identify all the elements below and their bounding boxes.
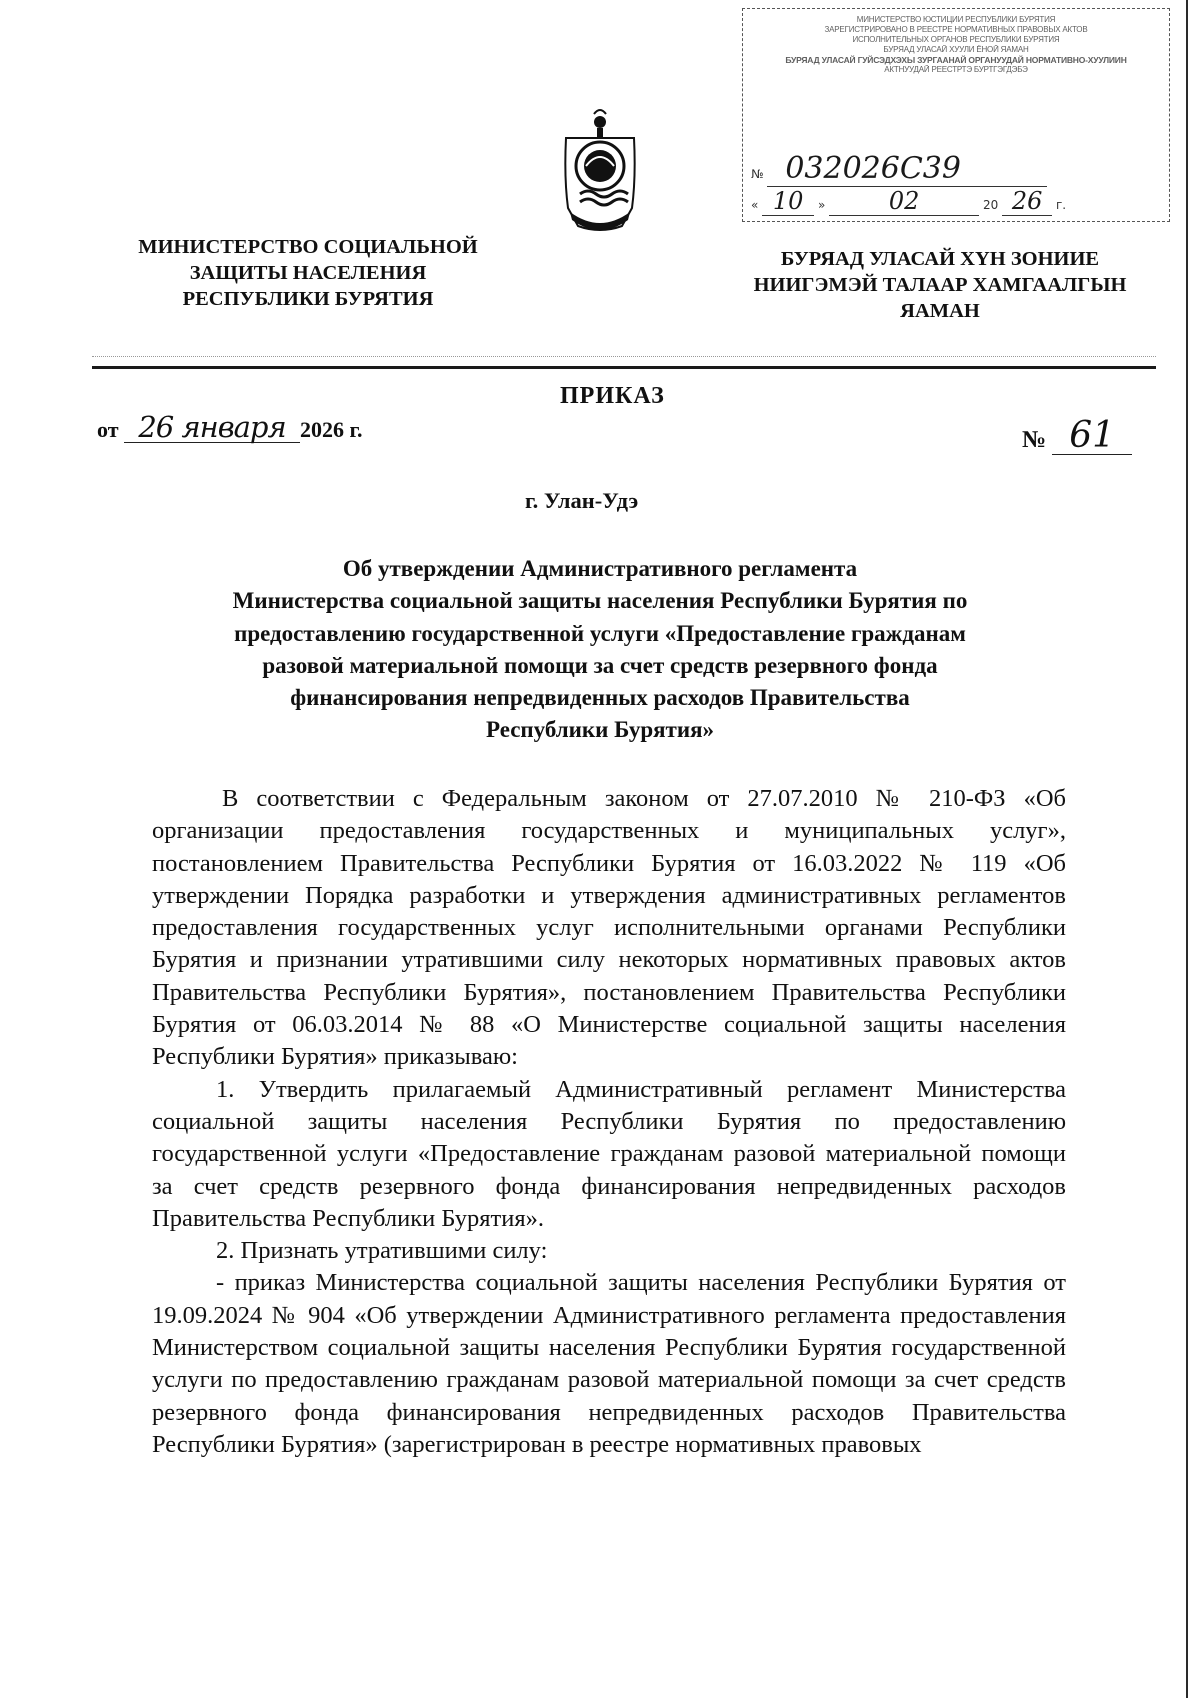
order-title: ПРИКАЗ xyxy=(560,383,665,409)
title-line: Министерства социальной защиты населения Республики Бурятия по xyxy=(232,588,968,614)
preamble-paragraph: В соответствии с Федеральным законом от 27.07.2010 № 210-ФЗ «Об организации предоставления государственных и муниципальных услуг», постановлением Правительства Республики Бурятия от 16.03.2022 № 119 «Об утверждении Порядка разработки и утверждения административных регламентов предоставления государственных услуг исполнительными органами Республики Бурятия и признании утратившими силу некоторых нормативных правовых актов Правительства Республики Бурятия», постановлением Правительства Республики Бурятия от 06.03.2014 № 88 «О Министерстве социальной защиты населения Республики Бурятия» приказываю: xyxy=(152,785,1066,1071)
item-2-paragraph: 2. Признать утратившими силу: xyxy=(216,1237,548,1265)
header-line: ЯАМАН xyxy=(900,300,980,322)
date-year: 2026 г. xyxy=(300,417,363,442)
stamp-year-prefix: 20 xyxy=(983,198,999,212)
coat-of-arms-emblem xyxy=(558,108,642,234)
stamp-text xyxy=(749,15,1163,75)
stamp-month: 02 xyxy=(888,187,920,215)
stamp-line: БУРЯАД УЛАСАЙ ГУЙСЭДХЭХЫ ЗУРГААНАЙ ОРГАНУУДАЙ НОРМАТИВНО-ХУУЛИИН xyxy=(785,55,1127,65)
header-line: ЗАЩИТЫ НАСЕЛЕНИЯ xyxy=(189,262,427,284)
title-line: Об утверждении Административного регламента xyxy=(342,556,858,581)
header-line: РЕСПУБЛИКИ БУРЯТИЯ xyxy=(182,288,434,310)
date-prefix: от xyxy=(97,417,119,442)
stamp-year-end: г. xyxy=(1055,198,1067,212)
ministry-header-ru xyxy=(118,234,498,312)
stamp-year: 26 xyxy=(1011,187,1043,215)
header-line: БУРЯАД УЛАСАЙ ХҮН ЗОНИИЕ xyxy=(780,248,1100,270)
date-handwritten: 26 января xyxy=(124,412,300,443)
document-title xyxy=(140,553,1060,747)
order-number xyxy=(1022,415,1132,456)
stamp-line: ИСПОЛНИТЕЛЬНЫХ ОРГАНОВ РЕСПУБЛИКИ БУРЯТИЯ xyxy=(852,35,1060,44)
header-divider-faint xyxy=(92,356,1156,361)
ministry-header-bua xyxy=(730,246,1150,324)
header-divider xyxy=(92,366,1156,369)
stamp-line: МИНИСТЕРСТВО ЮСТИЦИИ РЕСПУБЛИКИ БУРЯТИЯ xyxy=(856,15,1056,24)
stamp-line: БУРЯАД УЛАСАЙ ХУУЛИ ЁНОЙ ЯАМАН xyxy=(883,45,1029,54)
item-2-sub-paragraph: - приказ Министерства социальной защиты населения Республики Бурятия от 19.09.2024 № 904 «Об утверждении Административного регламента предоставления Министерством социальной защиты населения Республики Бурятия государственной услуги по предоставлению гражданам разовой материальной помощи за счет средств резервного фонда финансирования непредвиденных расходов Правительства Республики Бурятия» (зарегистрирован в реестре нормативных правовых xyxy=(152,1269,1066,1458)
number-handwritten: 61 xyxy=(1052,418,1132,455)
stamp-date-row: « 10 » 02 20 26 г. xyxy=(751,187,1067,215)
title-line: разовой материальной помощи за счет средств резервного фонда xyxy=(262,652,938,678)
number-label: № xyxy=(1022,427,1047,453)
header-line: МИНИСТЕРСТВО СОЦИАЛЬНОЙ xyxy=(138,236,478,258)
header-line: НИИГЭМЭЙ ТАЛААР ХАМГААЛГЫН xyxy=(753,274,1127,296)
item-1-paragraph: 1. Утвердить прилагаемый Административный регламент Министерства социальной защиты населения Республики Бурятия по предоставлению государственной услуги «Предоставление гражданам разовой материальной помощи за счет средств резервного фонда финансирования непредвиденных расходов Правительства Республики Бурятия». xyxy=(152,1075,1066,1232)
stamp-number-label: № xyxy=(751,167,764,181)
city: г. Улан-Удэ xyxy=(525,488,639,513)
registration-stamp xyxy=(742,8,1170,222)
scan-edge xyxy=(1186,0,1188,1698)
title-line: предоставлению государственной услуги «Предоставление гражданам xyxy=(234,620,966,646)
title-line: Республики Бурятия» xyxy=(485,717,715,743)
title-line: финансирования непредвиденных расходов Правительства xyxy=(290,685,910,711)
order-date xyxy=(97,412,363,443)
stamp-line: АКТНУУДАЙ РЕЕСТРТЭ БУРТГЭГДЭБЭ xyxy=(884,65,1028,74)
stamp-line: ЗАРЕГИСТРИРОВАНО В РЕЕСТРЕ НОРМАТИВНЫХ ПРАВОВЫХ АКТОВ xyxy=(824,25,1088,34)
stamp-number-row xyxy=(751,151,1047,187)
stamp-day: 10 xyxy=(772,187,804,215)
stamp-number: 032026С39 xyxy=(785,151,961,186)
document-body xyxy=(152,783,1066,1461)
